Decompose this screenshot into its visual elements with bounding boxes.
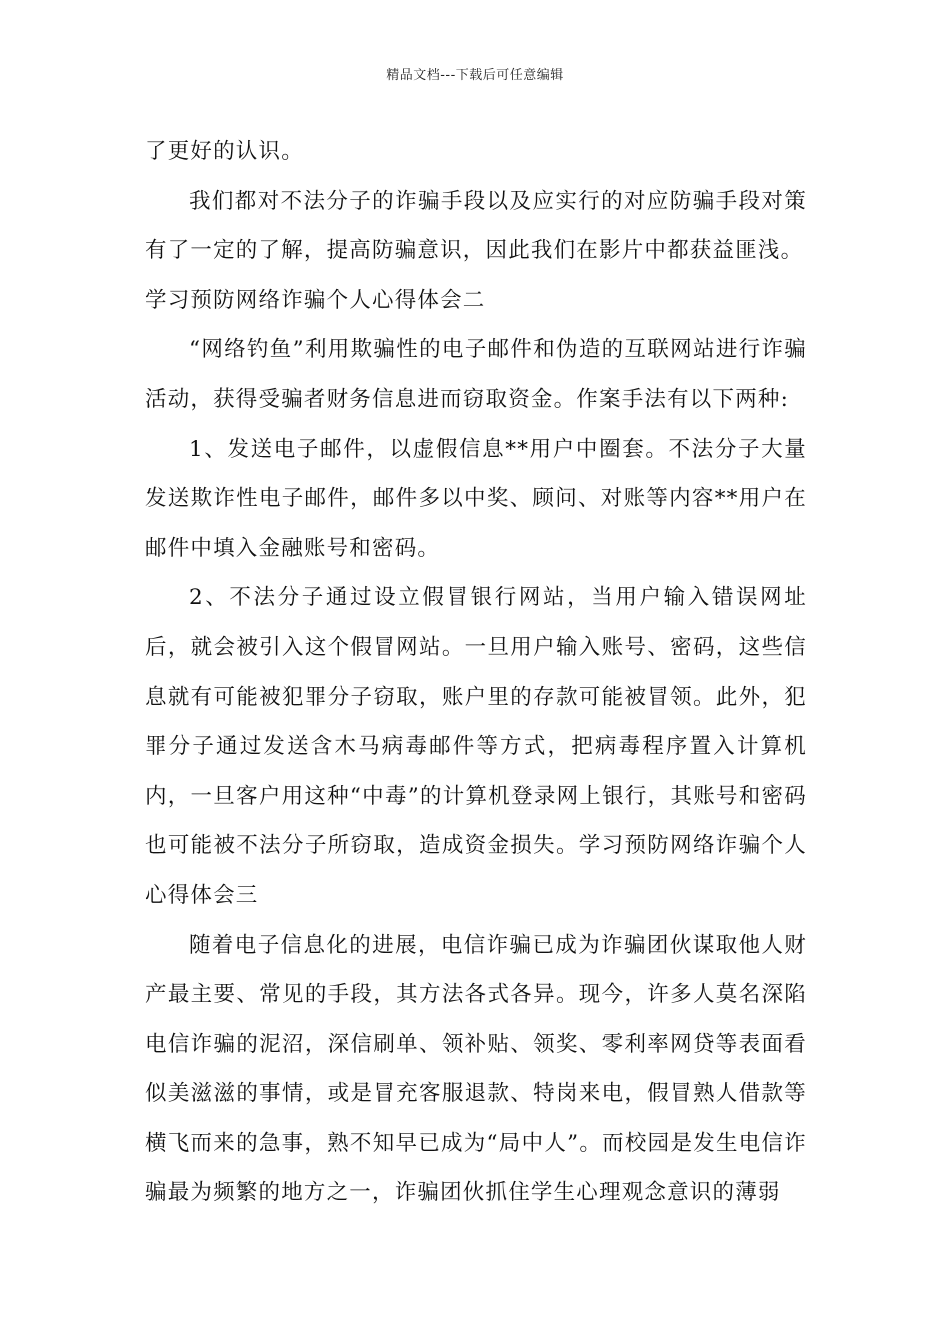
paragraph: “网络钓鱼”利用欺骗性的电子邮件和伪造的互联网站进行诈骗活动，获得受骗者财务信息进而窃取资金。作案手法有以下两种:: [145, 337, 807, 412]
page-header: 精品文档---下载后可任意编辑: [386, 68, 564, 83]
section-heading: 学习预防网络诈骗个人心得体会二: [145, 287, 486, 313]
paragraph-list-item-2: 2、不法分子通过设立假冒银行网站，当用户输入错误网址后，就会被引入这个假冒网站。一旦用户输入账号、密码，这些信息就有可能被犯罪分子窃取，账户里的存款可能被冒领。此外，犯罪分子通过发送含木马病毒邮件等方式，把病毒程序置入计算机内，一旦客户用这种“中毒”的计算机登录网上银行，其账号和密码也可能被不法分子所窃取，造成资金损失。学习预防网络诈骗个人心得体会三: [145, 585, 807, 908]
paragraph-list-item-1: 1、发送电子邮件，以虚假信息**用户中圈套。不法分子大量发送欺诈性电子邮件，邮件多以中奖、顾问、对账等内容**用户在邮件中填入金融账号和密码。: [145, 436, 807, 561]
paragraph-continuation: 了更好的认识。: [145, 139, 304, 164]
paragraph: 随着电子信息化的进展，电信诈骗已成为诈骗团伙谋取他人财产最主要、常见的手段，其方法各式各异。现今，许多人莫名深陷电信诈骗的泥沼，深信刷单、领补贴、领奖、零利率网贷等表面看似美滋滋的事情，或是冒充客服退款、特岗来电，假冒熟人借款等横飞而来的急事，熟不知早已成为“局中人”。而校园是发生电信诈骗最为频繁的地方之一，诈骗团伙抓住学生心理观念意识的薄弱: [145, 932, 807, 1206]
document-body: [145, 127, 807, 1218]
paragraph: 我们都对不法分子的诈骗手段以及应实行的对应防骗手段对策有了一定的了解，提高防骗意识，因此我们在影片中都获益匪浅。: [145, 188, 807, 264]
